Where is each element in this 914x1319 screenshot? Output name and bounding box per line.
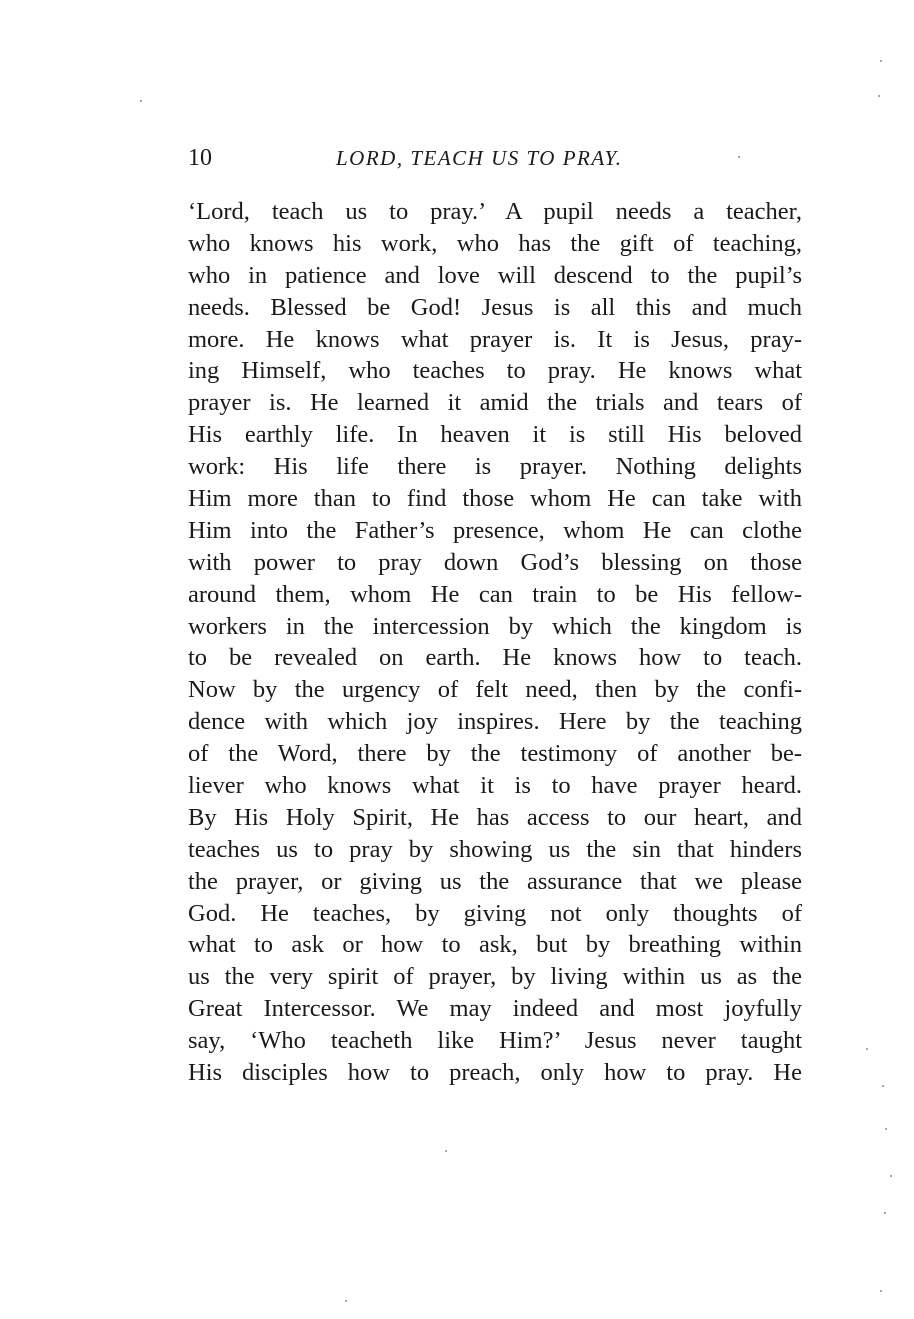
text-line: ing Himself, who teaches to pray. He knows what bbox=[188, 357, 802, 385]
text-line: of the Word, there by the testimony of another be- bbox=[188, 740, 802, 768]
text-line: teaches us to pray by showing us the sin that hinders bbox=[188, 835, 802, 863]
scan-speck bbox=[140, 100, 142, 102]
scan-speck bbox=[878, 95, 880, 97]
text-line: ‘Lord, teach us to pray.’ A pupil needs a teacher, bbox=[188, 198, 802, 225]
text-line: more. He knows what prayer is. It is Jesus, pray- bbox=[188, 325, 802, 353]
text-line: By His Holy Spirit, He has access to our heart, and bbox=[188, 803, 802, 831]
text-line: around them, whom He can train to be His fellow- bbox=[188, 580, 802, 608]
text-line: to be revealed on earth. He knows how to teach. bbox=[188, 644, 802, 672]
scan-speck bbox=[345, 1300, 347, 1302]
scan-speck bbox=[445, 1150, 447, 1152]
text-line: Him more than to find those whom He can take with bbox=[188, 485, 802, 513]
text-line: God. He teaches, by giving not only thoughts of bbox=[188, 899, 802, 927]
text-line: His earthly life. In heaven it is still His beloved bbox=[188, 421, 802, 449]
text-line: Great Intercessor. We may indeed and most joyfully bbox=[188, 995, 802, 1023]
text-line: with power to pray down God’s blessing on those bbox=[188, 548, 802, 576]
body-text bbox=[188, 196, 802, 1089]
text-line: liever who knows what it is to have prayer heard. bbox=[188, 772, 802, 800]
text-line: who in patience and love will descend to the pupil’s bbox=[188, 261, 802, 289]
scan-speck bbox=[880, 60, 882, 62]
running-header bbox=[188, 143, 800, 173]
scan-speck bbox=[884, 1212, 886, 1214]
scan-speck bbox=[885, 1128, 887, 1130]
text-line: the prayer, or giving us the assurance that we please bbox=[188, 867, 802, 895]
text-line: Him into the Father’s presence, whom He can clothe bbox=[188, 516, 802, 544]
scan-speck bbox=[866, 1048, 868, 1050]
text-line: us the very spirit of prayer, by living within us as the bbox=[188, 963, 802, 991]
text-line: who knows his work, who has the gift of teaching, bbox=[188, 229, 802, 257]
scan-speck bbox=[890, 1175, 892, 1177]
text-line: prayer is. He learned it amid the trials and tears of bbox=[188, 389, 802, 417]
scan-speck bbox=[738, 156, 740, 158]
text-line: work: His life there is prayer. Nothing delights bbox=[188, 453, 802, 481]
text-line: needs. Blessed be God! Jesus is all this and much bbox=[188, 293, 802, 321]
scan-speck bbox=[882, 1085, 884, 1087]
text-line: Now by the urgency of felt need, then by the confi- bbox=[188, 676, 802, 704]
text-line: workers in the intercession by which the kingdom is bbox=[188, 612, 802, 640]
page-number: 10 bbox=[188, 145, 212, 171]
running-title: LORD, TEACH US TO PRAY. bbox=[336, 146, 623, 170]
text-line: dence with which joy inspires. Here by the teaching bbox=[188, 708, 802, 736]
text-line: say, ‘Who teacheth like Him?’ Jesus never taught bbox=[188, 1027, 802, 1055]
text-line: what to ask or how to ask, but by breathing within bbox=[188, 931, 802, 959]
text-line: His disciples how to preach, only how to pray. He bbox=[188, 1059, 802, 1087]
scan-speck bbox=[880, 1290, 882, 1292]
